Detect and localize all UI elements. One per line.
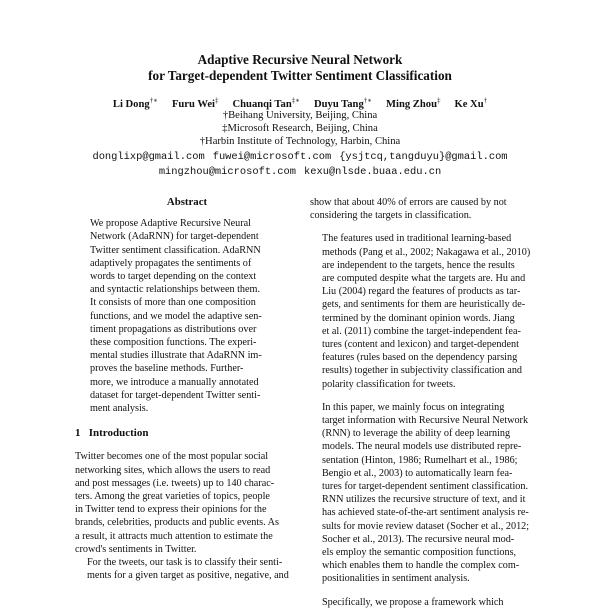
abstract-line: and syntactic relationships between them. <box>90 284 261 296</box>
abstract-line: words to target depending on the context <box>90 271 257 283</box>
text-line: Specifically, we propose a framework which <box>322 596 504 608</box>
text-line: brands, celebrities, products and public events. As <box>75 517 279 529</box>
text-line: networking sites, which allows the users to read <box>75 464 271 476</box>
text-line: a result, it attracts much attention to estimate the <box>75 530 273 542</box>
text-line: tures for target-dependent sentiment classification. <box>322 481 529 493</box>
text-line: in Twitter tend to express their opinions for the <box>75 504 267 516</box>
author-mark: ‡ <box>436 96 441 104</box>
abstract-line: more, we introduce a manually annotated <box>90 376 259 388</box>
abstract-line: mental studies illustrate that AdaRNN im- <box>90 350 262 362</box>
author-name: Ke Xu† <box>454 96 488 110</box>
text-line: sults for movie review dataset (Socher et al., 2012; <box>322 520 530 532</box>
text-line: els employ the semantic composition functions, <box>322 547 517 559</box>
email-address: mingzhou@microsoft.com <box>158 166 296 178</box>
left-column <box>75 196 299 582</box>
text-line: (RNN) to leverage the ability of deep learning <box>322 428 511 440</box>
text-line: ments for a given target as positive, negative, and <box>87 570 289 582</box>
text-line: target information with Recursive Neural Network <box>322 415 529 427</box>
text-line: are independent to the targets, hence the results <box>322 259 515 271</box>
affiliation-line: †Harbin Institute of Technology, Harbin, China <box>199 136 401 147</box>
abstract-line: adaptively propagates the sentiments of <box>90 257 252 269</box>
author-mark: †∗ <box>149 96 158 104</box>
abstract-body <box>90 217 293 415</box>
text-line: Liu (2004) regard the features of products as tar- <box>322 286 521 298</box>
text-line: which enables them to handle the complex com- <box>322 560 520 572</box>
text-line: methods (Pang et al., 2002; Nakagawa et al., 2010) <box>322 246 531 258</box>
author-mark: † <box>483 96 488 104</box>
right-paragraph-3 <box>310 401 528 586</box>
abstract-line: functions, and we model the adaptive sen- <box>90 310 262 322</box>
abstract-line: It consists of more than one composition <box>90 297 256 309</box>
author-name: Chuanqi Tan‡∗ <box>232 96 300 110</box>
author-name: Duyu Tang†∗ <box>313 96 373 110</box>
text-line: gets, and sentiments for them are heuristically de- <box>322 299 526 311</box>
text-line: termined by the dominant opinion words. Jiang <box>322 312 515 324</box>
author-name: Furu Wei‡ <box>171 96 219 110</box>
title-line-2: for Target-dependent Twitter Sentiment Classification <box>148 68 452 83</box>
text-line: are computed despite what the targets are. Hu and <box>322 273 526 285</box>
right-column <box>310 196 531 609</box>
text-line: crowd's sentiments in Twitter. <box>75 543 197 555</box>
intro-paragraph-2 <box>75 556 299 582</box>
text-line: Bengio et al., 2003) to automatically learn fea- <box>322 467 513 479</box>
text-line: ters. Among the great varieties of topics, people <box>75 491 270 503</box>
author-mark: ‡∗ <box>291 96 300 104</box>
title-line-1: Adaptive Recursive Neural Network <box>197 52 403 67</box>
text-line: In this paper, we mainly focus on integrating <box>322 401 505 413</box>
text-line: The features used in traditional learning-based <box>322 233 512 245</box>
email-line-2 <box>0 165 600 180</box>
abstract-line: We propose Adaptive Recursive Neural <box>90 218 251 230</box>
text-line: polarity classification for tweets. <box>322 378 456 390</box>
abstract-line: Twitter sentiment classification. AdaRNN <box>90 244 261 256</box>
paper-title <box>0 52 600 84</box>
abstract-line: these composition functions. The experi- <box>90 337 257 349</box>
intro-paragraph-1 <box>75 450 299 556</box>
author-mark: ‡ <box>215 96 219 104</box>
email-address: donglixp@gmail.com <box>92 151 205 163</box>
email-address: kexu@nlsde.buaa.edu.cn <box>304 166 442 178</box>
email-line-1 <box>0 150 600 165</box>
author-name: Li Dong†∗ <box>112 96 158 110</box>
abstract-line: ment analysis. <box>90 403 149 415</box>
abstract-line: proves the baseline methods. Further- <box>90 363 244 375</box>
text-line: Twitter becomes one of the most popular social <box>75 451 269 463</box>
text-line: Socher et al., 2013). The recursive neural mod- <box>322 533 515 545</box>
text-line: and post messages (i.e. tweets) up to 140 charac- <box>75 477 275 489</box>
text-line: For the tweets, our task is to classify their senti- <box>87 557 283 569</box>
section-1-heading: 1 Introduction <box>75 427 149 440</box>
text-line: tures (content and lexicon) and target-dependent <box>322 339 519 351</box>
text-line: has achieved state-of-the-art sentiment analysis re- <box>322 507 529 519</box>
right-paragraph-1 <box>310 196 528 222</box>
text-line: sentation (Hinton, 1986; Rumelhart et al., 1986; <box>322 454 518 466</box>
text-line: results) together in subjectivity classification and <box>322 365 523 377</box>
email-address: fuwei@microsoft.com <box>212 151 332 163</box>
abstract-heading: Abstract <box>166 196 208 208</box>
text-line: show that about 40% of errors are caused by not <box>310 197 507 208</box>
text-line: et al. (2011) combine the target-independent fea- <box>322 325 521 337</box>
text-line: models. The neural models use distributed repre- <box>322 441 522 453</box>
abstract-line: Network (AdaRNN) for target-dependent <box>90 231 259 243</box>
text-line: positionalities in sentiment analysis. <box>322 573 470 585</box>
author-mark: †∗ <box>363 96 373 104</box>
right-paragraph-2 <box>310 232 531 390</box>
text-line: RNN utilizes the recursive structure of text, and it <box>322 494 526 506</box>
affiliation-line: ‡Microsoft Research, Beijing, China <box>222 123 378 134</box>
author-name: Ming Zhou‡ <box>386 96 441 110</box>
text-line: considering the targets in classification. <box>310 210 472 222</box>
abstract-line: timent propagations as distributions over <box>90 323 257 335</box>
abstract-line: dataset for target-dependent Twitter senti- <box>90 389 261 401</box>
text-line: features (rules based on the dependency parsing <box>322 352 518 364</box>
email-address: {ysjtcq,tangduyu}@gmail.com <box>339 151 508 163</box>
affiliation-line: †Beihang University, Beijing, China <box>222 110 378 121</box>
affiliation-list <box>0 109 600 148</box>
right-paragraph-4 <box>310 596 528 609</box>
